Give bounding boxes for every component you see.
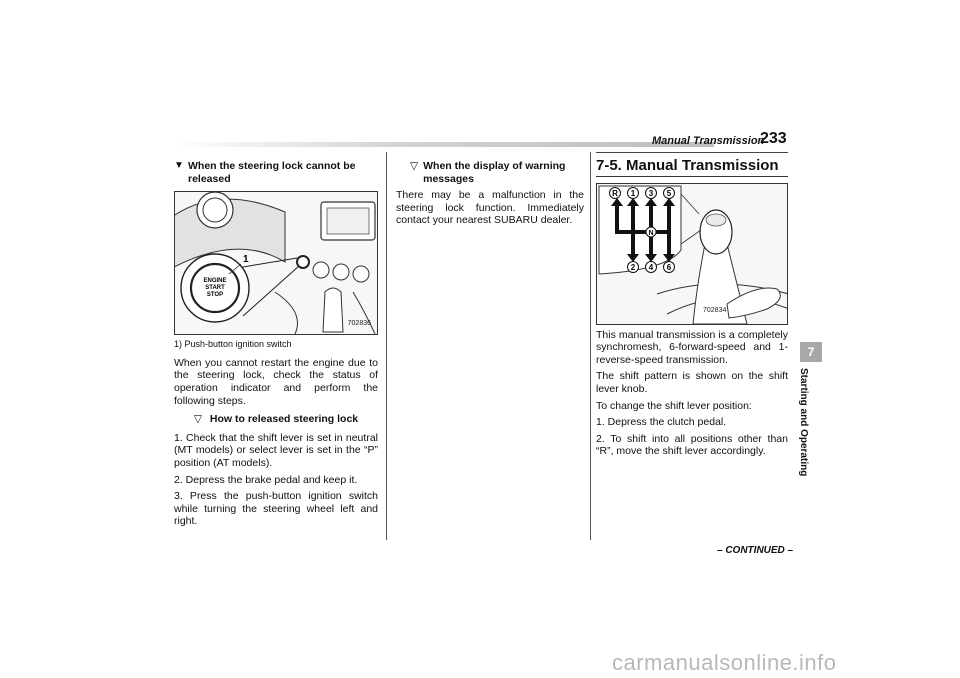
chapter-tab: 7 — [800, 342, 822, 362]
step-1-clutch: 1. Depress the clutch pedal. — [596, 416, 727, 429]
gear-label-1: 1 — [630, 188, 636, 198]
button-label-line-1: ENGINE — [203, 278, 227, 285]
step-1: 1. Check that the shift lever is set in neutral (MT models) or select lever is set in the “P” position (AT models). — [174, 431, 378, 469]
gear-label-3: 3 — [648, 188, 654, 198]
chapter-label: Starting and Operating — [798, 368, 809, 477]
outline-triangle-icon: ▽ — [193, 413, 202, 426]
column-divider-1 — [386, 152, 387, 540]
continued-label: – CONTINUED – — [717, 545, 794, 556]
button-label-line-3: STOP — [206, 292, 224, 299]
heading-steering-lock — [174, 160, 378, 185]
filled-triangle-icon: ▼ — [174, 160, 184, 171]
column-2 — [396, 160, 584, 231]
warning-paragraph: There may be a malfunction in the steering lock function. Immediately contact your nearest SUBARU dealer. — [396, 189, 584, 227]
gear-label-R: R — [612, 188, 618, 198]
intro-paragraph: When you cannot restart the engine due to the steering lock, check the status of operation indicator and perform the following steps. — [174, 356, 378, 407]
column-3 — [596, 157, 788, 462]
step-2: 2. Depress the brake pedal and keep it. — [174, 473, 358, 486]
gear-label-neutral: N — [648, 229, 654, 237]
sub-heading-release — [174, 413, 378, 426]
heading-warning-messages — [396, 160, 584, 185]
header-title: Manual Transmission — [652, 135, 765, 147]
header-rule — [596, 152, 788, 153]
column-divider-2 — [590, 152, 591, 540]
step-3: 3. Press the push-button ignition switch while turning the steering wheel left and right. — [174, 490, 378, 528]
heading-text: When the steering lock cannot be released — [188, 160, 356, 185]
header-bar — [174, 142, 714, 147]
shift-lever-illustration — [597, 184, 788, 324]
figure-caption: 1) Push-button ignition switch — [174, 339, 292, 350]
paragraph-description: This manual transmission is a completely synchromesh, 6-forward-speed and 1-reverse-speed transmission. — [596, 328, 788, 366]
figure-shift-pattern — [596, 183, 788, 325]
step-2-shift: 2. To shift into all positions other than “R”, move the shift lever accordingly. — [596, 432, 788, 458]
heading-text: When the display of warning messages — [423, 160, 566, 185]
column-1 — [174, 160, 378, 532]
button-label-line-2: START — [205, 285, 225, 292]
figure-callout-number: 1 — [243, 254, 249, 266]
paragraph-change-position: To change the shift lever position: — [596, 399, 752, 412]
figure-code: 702836 — [347, 319, 371, 327]
section-title: 7-5. Manual Transmission — [596, 160, 788, 177]
page-number: 233 — [760, 130, 787, 147]
paragraph-shift-pattern: The shift pattern is shown on the shift lever knob. — [596, 370, 788, 395]
gear-label-4: 4 — [648, 262, 654, 272]
gear-label-2: 2 — [630, 262, 636, 272]
gear-label-6: 6 — [666, 262, 672, 272]
watermark: carmanualsonline.info — [612, 650, 837, 675]
outline-triangle-icon: ▽ — [410, 160, 419, 172]
figure-code: 702834 — [703, 307, 727, 314]
gear-label-5: 5 — [666, 188, 672, 198]
sub-heading-text: How to released steering lock — [209, 413, 359, 426]
dashboard-illustration — [175, 192, 378, 334]
figure-ignition-switch — [174, 191, 378, 335]
